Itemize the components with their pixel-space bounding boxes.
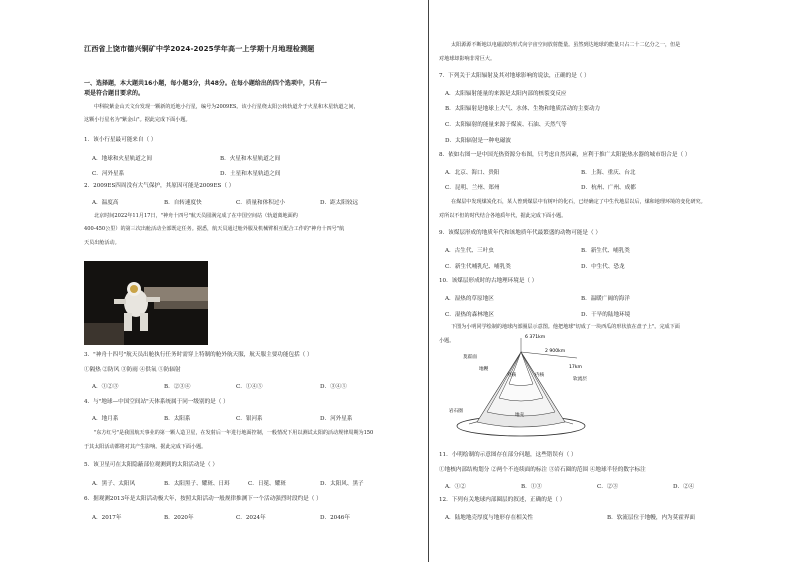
- q11-option-c[interactable]: C．②③: [597, 484, 619, 490]
- label-radius: 6 371km: [525, 335, 546, 340]
- label-asthenosphere: 软流层: [573, 377, 587, 382]
- column-divider: [428, 0, 429, 562]
- passage-1-line-1: 中科院紫金山天文台发现一颗新的近地小行星，编号为2009ES。该小行星绕太阳公转轨道介于火星和木星轨道之间，: [94, 104, 359, 110]
- q7-option-c[interactable]: C．太阳辐射的能量来源于煤炭、石油、天然气等: [445, 122, 567, 128]
- question-6: 6．据观测2013年是太阳活动极大年，按照太阳活动一般规律推测下一个活动强烈时段约是（ ）: [84, 496, 322, 502]
- q1-option-d[interactable]: D．土星和木星轨道之间: [220, 171, 281, 177]
- q3-items: ①隔热 ②防风 ③防雨 ④供氧 ⑤防辐射: [84, 367, 181, 373]
- passage-coal-line-1: 在煤层中发现煤炭化石，某人曾到煤层中有树叶的化石，已经确定了中生代地层以后，煤和地理环境的变化研究。: [451, 199, 706, 205]
- q5-option-a[interactable]: A．黑子、太阳风: [92, 481, 136, 487]
- q9-option-c[interactable]: C．新生代哺乳纪、哺乳类: [445, 264, 511, 270]
- passage-2-line-1: 北京时间2022年11月17日，"神舟十四号"航天员圆满完成了在中国空间站（轨道离地面约: [94, 213, 298, 219]
- q2-option-b[interactable]: B．自转速度快: [164, 200, 202, 206]
- q1-option-a[interactable]: A．地球和火星轨道之间: [92, 156, 152, 162]
- q2-option-c[interactable]: C．质量和体积过小: [236, 200, 286, 206]
- q4-option-c[interactable]: C．银河系: [236, 416, 263, 422]
- q5-option-b[interactable]: B．太阳黑子、耀斑、日珥: [164, 481, 230, 487]
- q7-option-b[interactable]: B．太阳辐射是地球上大气、水体、生物和地质活动的主要动力: [445, 106, 601, 112]
- q10-option-c[interactable]: C．湿热的森林地区: [445, 312, 495, 318]
- q1-option-c[interactable]: C．河外星系: [92, 171, 125, 177]
- passage-3-line-1: "东方红号"是我国航天事业的第一颗人造卫星，在发射后一年进行地面控制，一般情况下用以测试太阳的活动规律周期为150: [94, 430, 374, 436]
- passage-coal-line-2: 对所以不但的时代结合各地质年代，据此完成下面小题。: [439, 213, 567, 219]
- question-2: 2．2009ES四周没有大气保护，其原因可能是2009ES（ ）: [84, 183, 235, 189]
- passage-solar-line-1: 太阳源源不断地以电磁波的形式向宇宙空间放射能量。虽然到达地球的能量只占二十二亿分之一，但是: [451, 42, 681, 48]
- exam-title: 江西省上饶市德兴铜矿中学2024-2025学年高一上学期十月地理检测题: [84, 44, 315, 53]
- question-12: 12．下列有关地球内部圈层的叙述，正确的是（ ）: [439, 497, 566, 503]
- q11-option-b[interactable]: B．①③: [521, 484, 542, 490]
- question-3: 3．"神舟十四号"航天员出舱执行任务时需穿上特制的舱外航天服，航天服主要功能包括（ ）: [84, 352, 313, 358]
- passage-3-line-2: 于其太阳活动都将对其产生影响。据此完成下面小题。: [84, 444, 207, 450]
- passage-earth-line-2: 小题。: [439, 338, 455, 344]
- q11-items: ①地核内部结构划分 ②两个不连续面的标注 ③岩石圈的范围 ④地球半径的数字标注: [439, 467, 646, 473]
- q10-option-d[interactable]: D．干旱的陆地环境: [581, 312, 631, 318]
- q11-option-a[interactable]: A．①②: [445, 484, 466, 490]
- q4-option-d[interactable]: D．河外星系: [320, 416, 353, 422]
- question-9: 9．该煤层形成的地质年代和该地质年代最繁盛的动物可能是（ ）: [439, 230, 601, 236]
- q7-option-a[interactable]: A．太阳辐射能量的来源是太阳内部的核裂变反应: [445, 91, 567, 97]
- label-lithosphere: 岩石圈: [449, 409, 463, 414]
- q8-option-d[interactable]: D．杭州、广州、成都: [581, 185, 636, 191]
- label-crust: 地壳: [515, 413, 525, 418]
- q4-option-b[interactable]: B．太阳系: [164, 416, 191, 422]
- question-10: 10．该煤层形成时的古地理环境是（ ）: [439, 278, 538, 284]
- q2-option-d[interactable]: D．距太阳较远: [320, 200, 359, 206]
- q6-option-a[interactable]: A．2017年: [92, 515, 122, 521]
- label-mantle: 地幔: [479, 367, 489, 372]
- astronaut-photo: [84, 261, 208, 345]
- q7-option-d[interactable]: D．太阳辐射是一种电磁波: [445, 138, 512, 144]
- left-column: [72, 0, 424, 562]
- question-11: 11．小明绘制的示意图存在部分问题，这些错误有（ ）: [439, 452, 577, 458]
- q9-option-b[interactable]: B．新生代、哺乳类: [581, 248, 630, 254]
- q4-option-a[interactable]: A．地月系: [92, 416, 119, 422]
- q3-option-d[interactable]: D．③④⑤: [320, 384, 347, 390]
- q9-option-a[interactable]: A．古生代、三叶虫: [445, 248, 494, 254]
- q10-option-a[interactable]: A．湿热的草原地区: [445, 296, 494, 302]
- label-2900km: 2 900km: [545, 349, 566, 354]
- question-7: 7．下列关于太阳辐射及其对地球影响的说法，正确的是（ ）: [439, 73, 590, 79]
- label-inner-core: 内核: [535, 373, 545, 378]
- q8-option-b[interactable]: B．上海、重庆、台北: [581, 170, 636, 176]
- question-4: 4．与"地球—中国空间站"天体系统属于同一级别的是（ ）: [84, 399, 229, 405]
- q10-option-b[interactable]: B．温暖广阔的海洋: [581, 296, 630, 302]
- section-heading-cont: 项是符合题目要求的。: [84, 90, 145, 97]
- q5-option-c[interactable]: C．日冕、耀斑: [248, 481, 286, 487]
- q6-option-b[interactable]: B．2020年: [164, 515, 194, 521]
- q1-option-b[interactable]: B．火星和木星轨道之间: [220, 156, 281, 162]
- label-17km: 17km: [569, 365, 582, 370]
- passage-2-line-3: 天员出舱活动。: [84, 240, 120, 246]
- question-8: 8．依如右图一是中国光热资源分布图，只考虑自然因素，应利于推广太阳能热水器的城市组合是（ ）: [439, 152, 691, 158]
- label-moho: 莫霍面: [463, 355, 477, 360]
- q2-option-a[interactable]: A．温度高: [92, 200, 119, 206]
- question-5: 5．该卫星可在太阳隐蔽部位观测到的太阳活动是（ ）: [84, 462, 218, 468]
- label-outer-core: 外核: [507, 373, 517, 378]
- passage-1-line-2: 这颗小行星名为"紫金山"。据此完成下面小题。: [84, 117, 191, 123]
- q11-option-d[interactable]: D．②④: [673, 484, 695, 490]
- q12-option-a[interactable]: A．陆地地壳厚度与地形存在相关性: [445, 515, 533, 521]
- passage-earth-line-1: 下图为小明同学绘制的地球内部圈层示意图。他把地球"切成了一块西瓜的形状放在盘子上"。完成下面: [451, 324, 680, 330]
- q9-option-d[interactable]: D．中生代、恐龙: [581, 264, 625, 270]
- question-1: 1．该小行星最可能来自（ ）: [84, 137, 157, 143]
- passage-2-line-2: 400-450公里）的第三次出舱活动全部既定任务。据悉，航天员通过舱外服及机械臂相互配合工作的"神舟十四号"航: [84, 226, 345, 232]
- right-column: [431, 0, 783, 562]
- q6-option-d[interactable]: D．2046年: [320, 515, 350, 521]
- q3-option-b[interactable]: B．②③④: [164, 384, 191, 390]
- earth-layers-diagram: [449, 328, 599, 440]
- astronaut-illustration: [84, 261, 208, 345]
- q8-option-c[interactable]: C．昆明、兰州、郑州: [445, 185, 500, 191]
- q6-option-c[interactable]: C．2024年: [236, 515, 266, 521]
- passage-solar-line-2: 对地球却影响非常巨大。: [439, 56, 496, 62]
- q3-option-c[interactable]: C．①④⑤: [236, 384, 263, 390]
- q12-option-b[interactable]: B．软流层位于地幔，内为莫霍界面: [607, 515, 696, 521]
- section-heading: 一、选择题，本大题共16小题，每小题3分，共48分。在每小题给出的四个选项中，只有一: [84, 80, 327, 87]
- q8-option-a[interactable]: A．北京、海口、贵阳: [445, 170, 500, 176]
- q3-option-a[interactable]: A．①②③: [92, 384, 119, 390]
- q5-option-d[interactable]: D．太阳风、黑子: [320, 481, 364, 487]
